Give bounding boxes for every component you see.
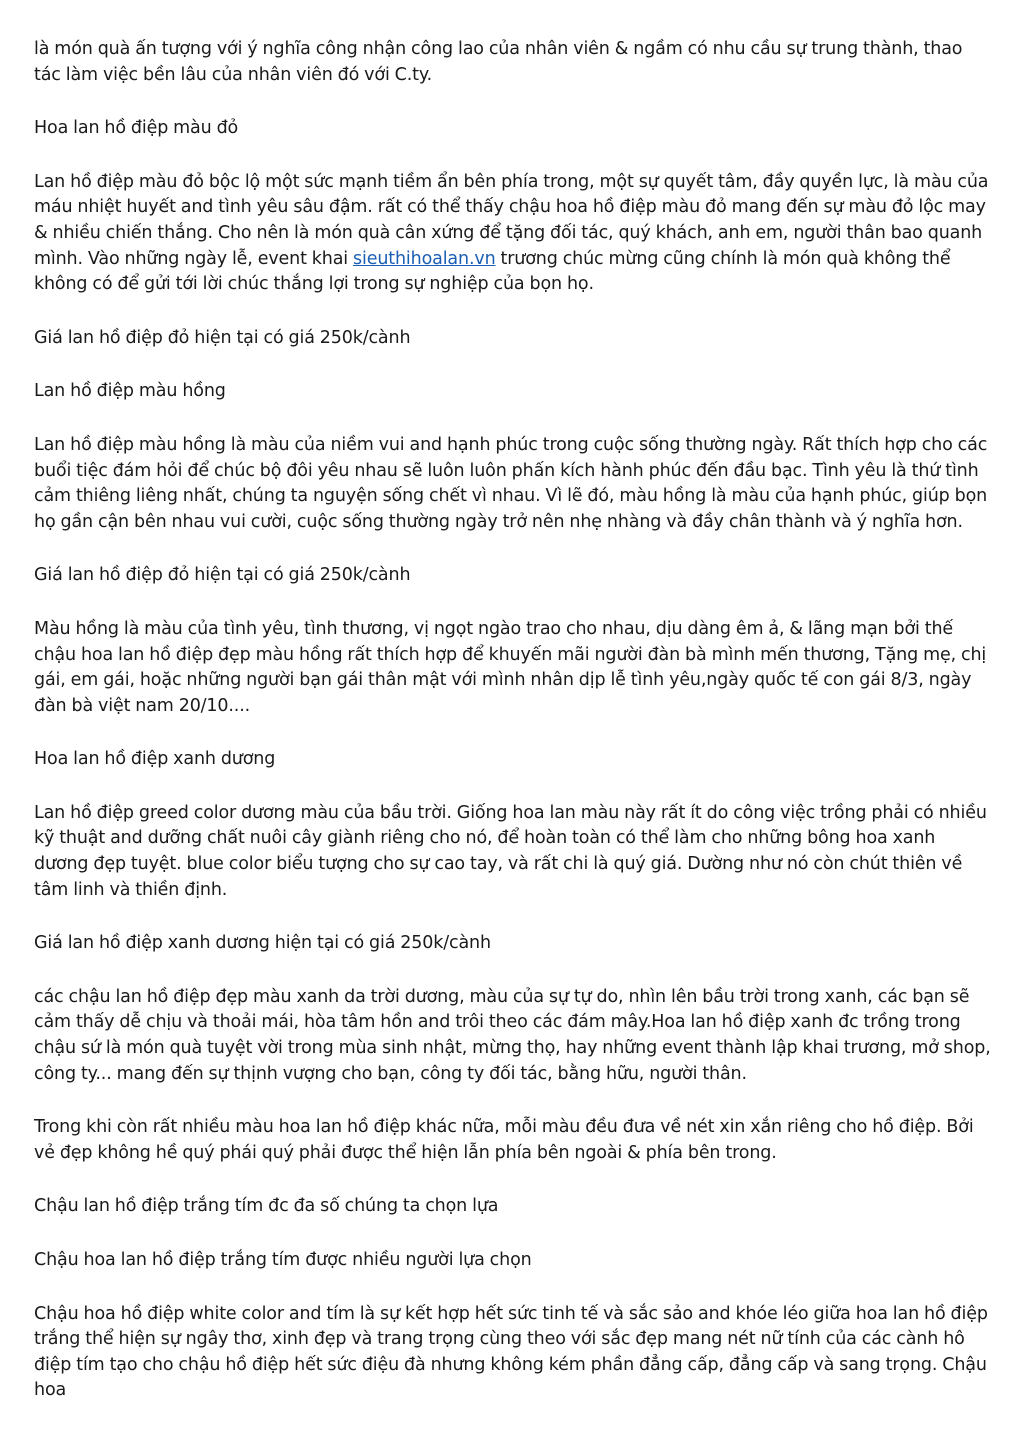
sieuthihoalan-link[interactable]: sieuthihoalan.vn <box>353 248 496 269</box>
red-orchid-paragraph <box>34 170 994 298</box>
intro-paragraph: là món quà ấn tượng với ý nghĩa công nhận công lao của nhân viên & ngầm có nhu cầu sự trung thành, thao tác làm việc bền lâu của nhân viên đó với C.ty. <box>34 39 963 85</box>
blue-orchid-paragraph-2: các chậu lan hồ điệp đẹp màu xanh da trời dương, màu của sự tự do, nhìn lên bầu trời trong xanh, các bạn sẽ cảm thấy dễ chịu và thoải mái, hòa tâm hồn and trôi theo các đám mây.Hoa lan hồ điệp xanh đc trồng trong chậu sứ là món quà tuyệt vời trong mùa sinh nhật, mừng thọ, hay những event thành lập khai trương, mở shop, công ty... mang đến sự thịnh vượng cho bạn, công ty đối tác, bằng hữu, người thân. <box>34 986 991 1084</box>
other-colors-paragraph: Trong khi còn rất nhiều màu hoa lan hồ điệp khác nữa, mỗi màu đều đưa về nét xin xắn riêng cho hồ điệp. Bởi vẻ đẹp không hề quý phái quý phải được thể hiện lẫn phía bên ngoài & phía bên trong. <box>34 1117 974 1163</box>
red-paragraph-text-start: Lan hồ điệp màu đỏ bộc lộ một sức mạnh tiềm ẩn bên phía trong, một sự quyết tâm, đầy quyền lực, là màu của máu nhiệt huyết and tình yêu sâu đậm. rất có thể thấy chậu hoa hồ điệp màu đỏ mang đến sự màu đỏ lộc may & nhiều chiến thắng. Cho nên là món quà cân xứng để tặng đối tác, quý khách, anh em, người thân bao quanh mình. Vào những ngày lễ, event khai <box>34 171 989 269</box>
heading-white-purple-1: Chậu lan hồ điệp trắng tím đc đa số chúng ta chọn lựa <box>34 1196 499 1217</box>
red-paragraph-text-end: trương chúc mừng cũng chính là món quà không thể không có để gửi tới lời chúc thắng lợi trong sự nghiệp của bọn họ. <box>34 248 951 295</box>
price-red-orchid: Giá lan hồ điệp đỏ hiện tại có giá 250k/cành <box>34 327 411 348</box>
heading-blue-orchid: Hoa lan hồ điệp xanh dương <box>34 749 276 770</box>
heading-white-purple-2: Chậu hoa lan hồ điệp trắng tím được nhiều người lựa chọn <box>34 1250 532 1270</box>
white-purple-paragraph: Chậu hoa hồ điệp white color and tím là sự kết hợp hết sức tinh tế và sắc sảo and khóe léo giữa hoa lan hồ điệp trắng thể hiện sự ngây thơ, xinh đẹp và trang trọng cùng theo với sắc đẹp mang nét nữ tính của các cành hô điệp tím tạo cho chậu hồ điệp hết sức điệu đà nhưng không kém phần đẳng cấp, đẳng cấp và sang trọng. Chậu hoa <box>34 1303 988 1401</box>
heading-red-orchid: Hoa lan hồ điệp màu đỏ <box>34 118 239 139</box>
price-pink-orchid: Giá lan hồ điệp đỏ hiện tại có giá 250k/cành <box>34 565 411 586</box>
pink-orchid-paragraph-2: Màu hồng là màu của tình yêu, tình thương, vị ngọt ngào trao cho nhau, dịu dàng êm ả, & lãng mạn bởi thế chậu hoa lan hồ điệp đẹp màu hồng rất thích hợp để khuyến mãi người đàn bà mình mến thương, Tặng mẹ, chị gái, em gái, hoặc những người bạn gái thân mật với mình nhân dịp lễ tình yêu,ngày quốc tế con gái 8/3, ngày đàn bà việt nam 20/10.... <box>34 618 987 716</box>
heading-pink-orchid: Lan hồ điệp màu hồng <box>34 381 226 402</box>
pink-orchid-paragraph-1: Lan hồ điệp màu hồng là màu của niềm vui and hạnh phúc trong cuộc sống thường ngày. Rất thích hợp cho các buổi tiệc đám hỏi để chúc bộ đôi yêu nhau sẽ luôn luôn phấn kích hành phúc đến đầu bạc. Tình yêu là thứ tình cảm thiêng liêng nhất, chúng ta nguyện sống chết vì nhau. Vì lẽ đó, màu hồng là màu của hạnh phúc, giúp bọn họ gần cận bên nhau vui cười, cuộc sống thường ngày trở nên nhẹ nhàng và đầy chân thành và ý nghĩa hơn. <box>34 434 988 532</box>
price-blue-orchid: Giá lan hồ điệp xanh dương hiện tại có giá 250k/cành <box>34 933 491 954</box>
blue-orchid-paragraph-1: Lan hồ điệp greed color dương màu của bầu trời. Giống hoa lan màu này rất ít do công việc trồng phải có nhiều kỹ thuật and dưỡng chất nuôi cây giành riêng cho nó, để hoàn toàn có thể làm cho những bông hoa xanh dương đẹp tuyệt. blue color biểu tượng cho sự cao tay, và rất chi là quý giá. Dường như nó còn chút thiên về tâm linh và thiền định. <box>34 802 987 900</box>
document-page <box>34 37 994 1432</box>
